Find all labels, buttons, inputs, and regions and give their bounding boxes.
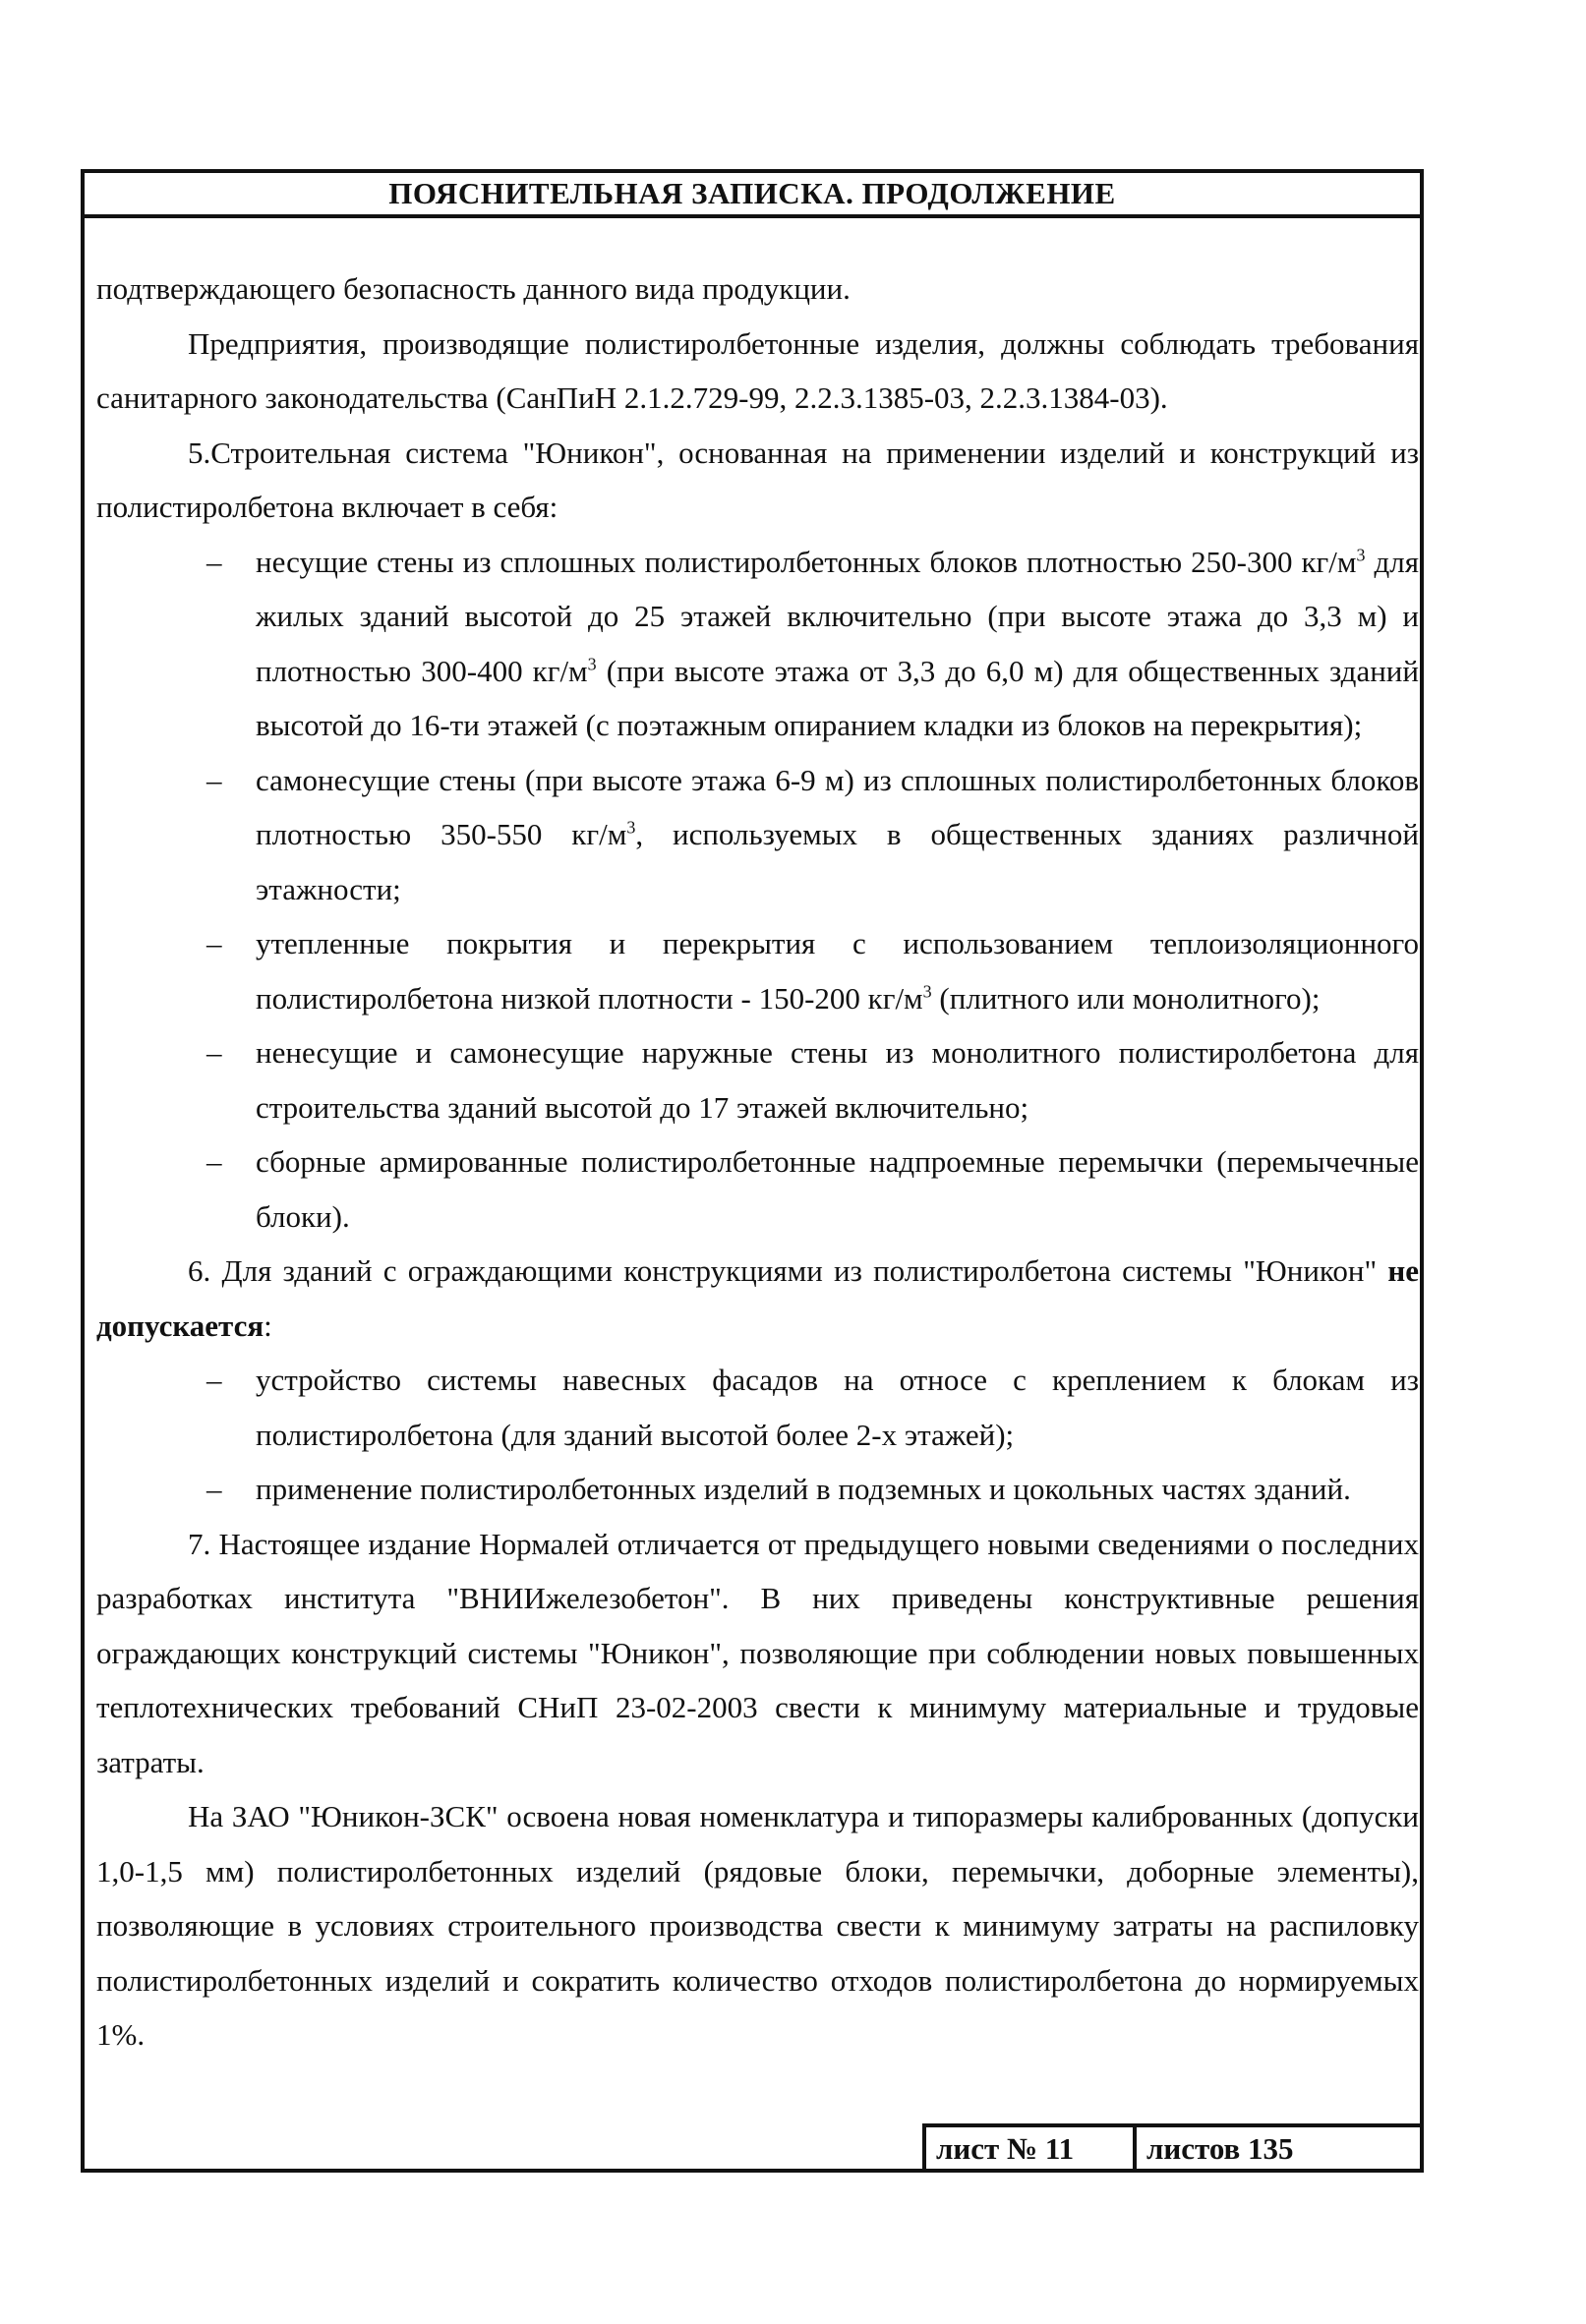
list-item: – применение полистиролбетонных изделий в подземных и цокольных частях зданий. bbox=[96, 1462, 1419, 1517]
list-item: – устройство системы навесных фасадов на относе с креплением к блокам из полистиролбетона (для зданий высотой более 2-х этажей); bbox=[96, 1353, 1419, 1462]
emphasis: не допускается bbox=[96, 1253, 1419, 1343]
sheet-stamp bbox=[922, 2123, 1420, 2169]
dash-bullet: – bbox=[206, 926, 222, 960]
list-item: – несущие стены из сплошных полистиролбетонных блоков плотностью 250-300 $кг/м^3$ для жилых зданий высотой до 25 этажей включительно (при высоте этажа до 3,3 м) и плотностью 300-400 $кг/м^3$ (при высоте этажа от 3,3 до 6,0 м) для общественных зданий высотой до 16-ти этажей (с поэтажным опиранием кладки из блоков на перекрытия); bbox=[96, 535, 1419, 753]
dash-bullet: – bbox=[206, 1144, 222, 1179]
dash-bullet: – bbox=[206, 1363, 222, 1397]
paragraph-system: 5.Строительная система "Юникон", основанная на применении изделий и конструкций из полистиролбетона включает в себя: bbox=[96, 435, 1419, 524]
dash-bullet: – bbox=[206, 544, 222, 579]
paragraph-edition: 7. Настоящее издание Нормалей отличается от предыдущего новыми сведениями о последних разработках института "ВНИИжелезобетон". В них приведены конструктивные решения ограждающих конструкций системы "Юникон", позволяющие при соблюдении новых повышенных теплотехнических требований СНиП 23-02-2003 свести к минимуму материальные и трудовые затраты. bbox=[96, 1526, 1419, 1779]
dash-bullet: – bbox=[206, 1472, 222, 1506]
list-item: – утепленные покрытия и перекрытия с использованием теплоизоляционного полистиролбетона низкой плотности - 150-200 $кг/м^3$ (плитного или монолитного); bbox=[96, 916, 1419, 1025]
list-item: – ненесущие и самонесущие наружные стены из монолитного полистиролбетона для строительства зданий высотой до 17 этажей включительно; bbox=[96, 1025, 1419, 1134]
list-item: – сборные армированные полистиролбетонные надпроемные перемычки (перемычечные блоки). bbox=[96, 1134, 1419, 1244]
page-frame bbox=[81, 169, 1424, 2173]
page-header: ПОЯСНИТЕЛЬНАЯ ЗАПИСКА. ПРОДОЛЖЕНИЕ bbox=[85, 173, 1420, 218]
paragraph-restrictions: 6. Для зданий с ограждающими конструкциями из полистиролбетона системы "Юникон" не допускается: bbox=[96, 1253, 1419, 1343]
dash-bullet: – bbox=[206, 762, 222, 797]
list-item: – самонесущие стены (при высоте этажа 6-9 м) из сплошных полистиролбетонных блоков плотностью 350-550 $кг/м^3$, используемых в общественных зданиях различной этажности; bbox=[96, 753, 1419, 917]
sheet-total: листов 135 bbox=[1133, 2127, 1420, 2169]
dash-bullet: – bbox=[206, 1035, 222, 1070]
paragraph-continuation: подтверждающего безопасность данного вида продукции. bbox=[96, 271, 851, 306]
paragraph-sanitary: Предприятия, производящие полистиролбетонные изделия, должны соблюдать требования санитарного законодательства (СанПиН 2.1.2.729-99, 2.2.3.1385-03, 2.2.3.1384-03). bbox=[96, 325, 1419, 415]
sheet-number: лист № 11 bbox=[922, 2127, 1133, 2169]
paragraph-production: На ЗАО "Юникон-ЗСК" освоена новая номенклатура и типоразмеры калиброванных (допуски 1,0-1,5 мм) полистиролбетонных изделий (рядовые блоки, перемычки, доборные элементы), позволяющие в условиях строительного производства свести к минимуму затраты на распиловку полистиролбетонных изделий и сократить количество отходов полистиролбетона до нормируемых 1%. bbox=[96, 1799, 1419, 2052]
document-body bbox=[96, 261, 1419, 2063]
